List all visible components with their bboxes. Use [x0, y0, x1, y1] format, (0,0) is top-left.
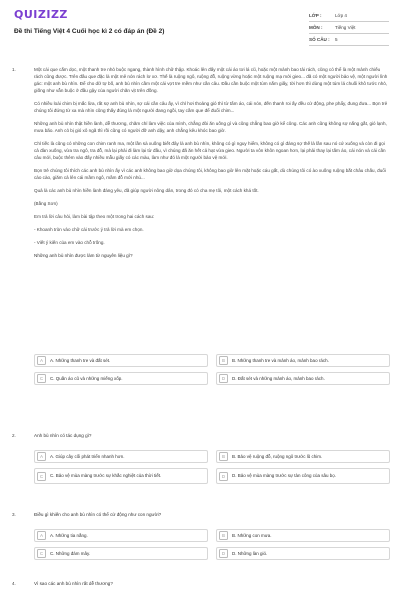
- passage-paragraph: Chỉ tiếc là cũng có những con chim ranh ma, một lần sà xuống biết đây là anh bù nhìn, không có gì nguy hiểm, không có gì đáng sợ thế là lần sau nó cứ xuống và còn đi gọi cả đàn xuống, vừa tra ngô, tra đỗ, mà lại phải đi làm lại từ đầu, vì chúng đã ăn hết cả hạt vừa gieo. Người ta vôn khôn ngoan hơn, lại phải thay lại tấm áo, cái nón và cái cần câu mới, buộc thêm vào đấy nhiều mẫu giấy có các màu, làm như đó là một người bảo vệ mới.: [34, 141, 386, 160]
- option-b[interactable]: [216, 529, 390, 542]
- meta-value: Tiếng Việt: [335, 25, 356, 30]
- instruction-text: - Viết ý kiến của em vào chỗ trống.: [34, 240, 105, 245]
- quizizz-logo: QUIZIZZ: [14, 8, 68, 21]
- passage-paragraph: Những anh bù nhìn thật hiền lành, dễ thương, chăm chỉ làm việc của mình, chẳng đòi ăn uống gì và cũng chẳng bao giờ kể công. Các anh cũng không sợ nắng gắt, gió lạnh, mưa bão. Anh cỏ bị gió xô ngã thì rồi cũng có người đỡ anh dậy, anh chẳng kêu khóc bao giờ.: [34, 121, 387, 133]
- option-text: B. Những con mưa.: [232, 532, 272, 538]
- page-header: [0, 0, 400, 56]
- meta-value: Lớp 4: [335, 13, 347, 18]
- option-letter: C: [37, 374, 46, 383]
- instruction-text: Em trả lời câu hỏi, làm bài tập theo một trong hai cách sau:: [34, 214, 155, 219]
- option-letter: C: [37, 549, 46, 558]
- option-text: D. Những làn gió.: [232, 550, 268, 556]
- passage-paragraph: Quả là các anh bù nhìn hiền lành đáng yêu, đã giúp người nông dân, trong đó có cha mẹ tôi, một cách khá tốt.: [34, 188, 259, 193]
- passage-paragraph: Một cái que cắm dọc, một thanh tre nhỏ buộc ngang, thành hình chữ thập. Khoác lên đấy một cái áo tơi lá cũ, hoặc một mảnh bao tải rách, cũng có thể là một mảnh chiếu rách cũng được. Trên đầu que đặc là một mê nón rách lơ xơ. Thế là ruộng ngô, ruộng đỗ, ruộng vừng hoặc một ruộng mạ mới gieo... đã có một người bảo vệ, một người lính gác: một anh bù nhìn. Để cho dữ tợ bố, anh bù nhìn cầm một cái vợt tre mềm như cần câu. Đầu cần buộc một túm nắm giấy, tời hơn thì dùng một túm lá chuối khô tước nhỏ, giống như vẫn buộc ở đầu gậy của người chăn vịt trên đồng.: [34, 67, 388, 93]
- option-letter: A: [37, 531, 46, 540]
- question-body: [34, 580, 390, 593]
- option-letter: A: [37, 452, 46, 461]
- option-a[interactable]: [34, 529, 208, 542]
- option-text: C. Những đám mây.: [50, 550, 91, 556]
- option-text: D. Bảo vệ mùa màng trước sự tàn công của sâu bọ.: [232, 473, 337, 479]
- option-text: B. Bảo vệ ruộng đỗ, ruộng ngô trước lũ chim.: [232, 453, 323, 459]
- meta-label: SỐ CÂU :: [309, 37, 330, 42]
- meta-table: [309, 10, 389, 46]
- option-letter: D: [219, 374, 228, 383]
- option-c[interactable]: [34, 547, 208, 560]
- document-title: Đề thi Tiếng Việt 4 Cuối học kì 2 có đáp án (Đề 2): [14, 28, 165, 35]
- option-letter: B: [219, 531, 228, 540]
- option-d[interactable]: [216, 372, 390, 385]
- question-text: Điều gì khiến cho anh bù nhìn có thể cử động như con người?: [34, 512, 162, 517]
- option-d[interactable]: [216, 547, 390, 560]
- option-text: B. Những thanh tre và mảnh áo, mảnh bao rách.: [232, 357, 329, 363]
- option-text: A. Giúp cây cối phát triển nhanh hơn.: [50, 453, 125, 459]
- meta-row-count: [309, 34, 389, 46]
- option-b[interactable]: [216, 450, 390, 463]
- question-body: [34, 511, 390, 524]
- question-number: 4.: [12, 581, 16, 586]
- question-text: Vì sao các anh bù nhìn rất dễ thương?: [34, 581, 113, 586]
- option-text: C. Bảo vệ mùa màng trước sự khắc nghiệt của thời tiết.: [50, 473, 162, 479]
- meta-value: 5: [335, 37, 338, 42]
- question-text: Anh bù nhìn có tác dụng gì?: [34, 433, 92, 438]
- option-letter: C: [37, 472, 46, 481]
- option-letter: A: [37, 356, 46, 365]
- passage-paragraph: Có nhiều loài chim bị mắc lừa, rất sợ anh bù nhìn, sợ cái cần câu ấy, vì chỉ hơi thoảng gió thì từ tấm áo, cái nón, đến thanh roi ấy đều cử động, phe phẩy, đung đưa... Bọn trẻ chúng tôi đứng từ xa mà nhìn cũng thấy đúng là một người đang ngồi, tay cầm que để đuổi chim...: [34, 101, 388, 113]
- question-body: [34, 432, 390, 445]
- option-d[interactable]: [216, 468, 390, 484]
- question-number: 2.: [12, 433, 16, 438]
- option-text: C. Quần áo cũ và những miếng xốp.: [50, 375, 123, 381]
- option-text: A. Những thanh tre và đất sét.: [50, 357, 111, 363]
- option-text: D. Đất sét và những mảnh áo, mảnh bao rách.: [232, 375, 325, 381]
- meta-label: LỚP :: [309, 13, 322, 18]
- option-letter: D: [219, 472, 228, 481]
- question-number: 1.: [12, 67, 16, 72]
- meta-row-class: [309, 10, 389, 22]
- option-letter: D: [219, 549, 228, 558]
- option-text: A. Những tia nắng.: [50, 532, 88, 538]
- option-a[interactable]: [34, 354, 208, 367]
- question-number: 3.: [12, 512, 16, 517]
- option-a[interactable]: [34, 450, 208, 463]
- instruction-text: - Khoanh tròn vào chữ cái trước ý trả lời mà em chọn.: [34, 227, 144, 232]
- option-letter: B: [219, 452, 228, 461]
- passage-paragraph: Bọn trẻ chúng tôi thích các anh bù nhìn ấy vì các anh không bao giờ dọa chúng tôi, không bao giờ lên mặt hoặc cáu gắt, dù chúng tôi có ào xuống ruộng bắt châu chấu, đuổi cào cào, giăm cả lên cái mầm ngô, mầm đỗ mới nhú...: [34, 168, 386, 180]
- passage-source: (Bằng Sơn): [34, 201, 58, 206]
- option-c[interactable]: [34, 468, 208, 484]
- option-b[interactable]: [216, 354, 390, 367]
- option-letter: B: [219, 356, 228, 365]
- question-body: [34, 66, 390, 265]
- question-text: Những anh bù nhìn được làm từ nguyên liệu gì?: [34, 253, 133, 258]
- option-c[interactable]: [34, 372, 208, 385]
- meta-row-subject: [309, 22, 389, 34]
- meta-label: MÔN :: [309, 25, 323, 30]
